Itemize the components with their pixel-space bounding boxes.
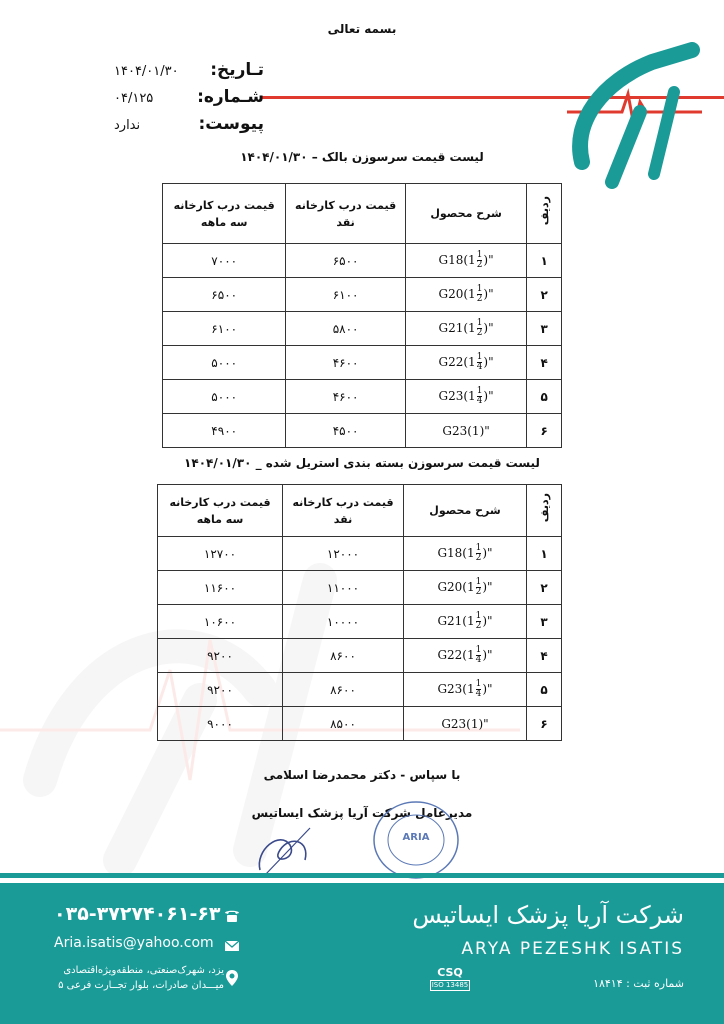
table2-row-index: ۲ — [527, 571, 562, 605]
table2-row-cash-price: ۸۵۰۰ — [283, 707, 404, 741]
date-value: ۱۴۰۴/۰۱/۳۰ — [114, 64, 179, 79]
date-row — [114, 60, 264, 80]
table1-row-index: ۳ — [527, 312, 562, 346]
company-name-en: ARYA PEZESHK ISATIS — [461, 939, 684, 959]
table1-row — [163, 312, 562, 346]
attachment-row — [114, 114, 264, 134]
table2-header-cash: قیمت درب کارخانه نقد — [283, 485, 404, 537]
table1-title: لیست قیمت سرسوزن بالک – ۱۴۰۴/۰۱/۳۰ — [240, 150, 484, 164]
table1-row-cash-price: ۴۶۰۰ — [286, 346, 405, 380]
table2-row-description: G21(1 $\frac{1}{2}$ )" — [404, 605, 527, 639]
table2-row-cash-price: ۱۱۰۰۰ — [283, 571, 404, 605]
table1-row-index: ۱ — [527, 244, 562, 278]
cert-bottom-text: ISO 13485 — [431, 981, 469, 989]
table1-row-cash-price: ۴۵۰۰ — [286, 414, 405, 448]
table1-header-three-month: قیمت درب کارخانه سه ماهه — [163, 184, 286, 244]
table1-row-index: ۴ — [527, 346, 562, 380]
table1-row-description: G18(1 $\frac{1}{2}$ )" — [405, 244, 527, 278]
table2-row-description: G23(1 $\frac{1}{4}$ )" — [404, 673, 527, 707]
table1 — [162, 183, 562, 448]
footer-stripe — [0, 873, 724, 878]
table2 — [157, 484, 562, 741]
table1-row-three-month-price: ۴۹۰۰ — [163, 414, 286, 448]
table2-row-description: G18(1 $\frac{1}{2}$ )" — [404, 537, 527, 571]
number-label: شـماره: — [197, 87, 264, 107]
table2-row-cash-price: ۸۶۰۰ — [283, 673, 404, 707]
date-label: تـاریخ: — [210, 60, 264, 80]
table2-row-description: G23(1)" — [404, 707, 527, 741]
iso-certification-badge — [430, 967, 470, 993]
table2-row-three-month-price: ۹۰۰۰ — [158, 707, 283, 741]
table2-row-cash-price: ۸۶۰۰ — [283, 639, 404, 673]
basmala-heading: بسمه تعالی — [327, 22, 397, 36]
table1-header-desc: شرح محصول — [405, 184, 527, 244]
company-name-fa: شرکت آریا پزشک ایساتیس — [412, 901, 684, 929]
table2-row-index: ۵ — [527, 673, 562, 707]
footer — [0, 883, 724, 1024]
table2-row-three-month-price: ۱۰۶۰۰ — [158, 605, 283, 639]
table1-row-three-month-price: ۶۵۰۰ — [163, 278, 286, 312]
table2-row-three-month-price: ۱۱۶۰۰ — [158, 571, 283, 605]
attachment-value: ندارد — [114, 118, 141, 133]
table2-row — [158, 605, 562, 639]
table1-row-index: ۶ — [527, 414, 562, 448]
table2-row — [158, 707, 562, 741]
table1-row-description: G22(1 $\frac{1}{4}$ )" — [405, 346, 527, 380]
table2-row-three-month-price: ۹۲۰۰ — [158, 639, 283, 673]
table2-row-description: G20(1 $\frac{1}{2}$ )" — [404, 571, 527, 605]
location-pin-icon — [224, 969, 240, 987]
table2-row-cash-price: ۱۲۰۰۰ — [283, 537, 404, 571]
table2-row-description: G22(1 $\frac{1}{4}$ )" — [404, 639, 527, 673]
footer-phone[interactable]: ۰۳۵-۳۷۲۷۴۰۶۱-۶۳ — [54, 903, 221, 925]
number-row — [114, 87, 264, 107]
table1-row — [163, 380, 562, 414]
footer-address: یزد، شهرک‌صنعتی، منطقه‌ویژه‌اقتصادی میـــدان صادرات، بلوار تجــارت فرعی ۵ — [58, 965, 224, 991]
registration-number: شماره ثبت : ۱۸۴۱۴ — [593, 977, 684, 990]
table2-header-row — [158, 485, 562, 537]
table2-title: لیست قیمت سرسوزن بسته بندی استریل شده _ ۱۴۰۴/۰۱/۳۰ — [184, 456, 540, 470]
table1-row-description: G23(1 $\frac{1}{4}$ )" — [405, 380, 527, 414]
table1-row-cash-price: ۶۵۰۰ — [286, 244, 405, 278]
phone-icon — [224, 909, 240, 923]
table2-header-three-month: قیمت درب کارخانه سه ماهه — [158, 485, 283, 537]
table1-row-index: ۵ — [527, 380, 562, 414]
table2-row-three-month-price: ۹۲۰۰ — [158, 673, 283, 707]
table2-header-idx: ردیف — [527, 485, 562, 537]
signature-position: مدیرعامل شرکت آریا پزشک ایساتیس — [251, 806, 473, 820]
table1-row-cash-price: ۴۶۰۰ — [286, 380, 405, 414]
table1-row — [163, 346, 562, 380]
signature-scribble-icon — [250, 820, 320, 880]
mail-icon — [224, 939, 240, 953]
table1-row-three-month-price: ۵۰۰۰ — [163, 346, 286, 380]
company-stamp — [372, 800, 460, 880]
table1-row-three-month-price: ۶۱۰۰ — [163, 312, 286, 346]
table2-row-index: ۱ — [527, 537, 562, 571]
table1-row-description: G21(1 $\frac{1}{2}$ )" — [405, 312, 527, 346]
stamp-text: ARIA — [402, 832, 430, 843]
table1-row — [163, 244, 562, 278]
attachment-label: پیوست: — [198, 114, 264, 134]
cert-top-text: CSQ — [437, 966, 463, 979]
table1-header-idx: ردیف — [527, 184, 562, 244]
table2-header-desc: شرح محصول — [404, 485, 527, 537]
table2-row — [158, 537, 562, 571]
table1-row-cash-price: ۵۸۰۰ — [286, 312, 405, 346]
table1-row-description: G23(1)" — [405, 414, 527, 448]
table2-row — [158, 571, 562, 605]
table1-body — [163, 244, 562, 448]
table1-row-three-month-price: ۵۰۰۰ — [163, 380, 286, 414]
table1-row — [163, 278, 562, 312]
table1-row — [163, 414, 562, 448]
table1-row-cash-price: ۶۱۰۰ — [286, 278, 405, 312]
table1-header-row — [163, 184, 562, 244]
company-logo-icon — [562, 42, 702, 192]
table2-row-index: ۳ — [527, 605, 562, 639]
table1-header-cash: قیمت درب کارخانه نقد — [286, 184, 405, 244]
table2-row-three-month-price: ۱۲۷۰۰ — [158, 537, 283, 571]
table2-row-cash-price: ۱۰۰۰۰ — [283, 605, 404, 639]
table2-row — [158, 673, 562, 707]
table1-row-index: ۲ — [527, 278, 562, 312]
footer-email[interactable]: Aria.isatis@yahoo.com — [54, 935, 214, 951]
signature-thanks: با سپاس - دکتر محمدرضا اسلامی — [263, 768, 461, 782]
table2-row — [158, 639, 562, 673]
table2-row-index: ۶ — [527, 707, 562, 741]
table2-row-index: ۴ — [527, 639, 562, 673]
table1-row-description: G20(1 $\frac{1}{2}$ )" — [405, 278, 527, 312]
number-value: ۰۴/۱۲۵ — [114, 91, 154, 106]
table1-row-three-month-price: ۷۰۰۰ — [163, 244, 286, 278]
table2-body — [158, 537, 562, 741]
